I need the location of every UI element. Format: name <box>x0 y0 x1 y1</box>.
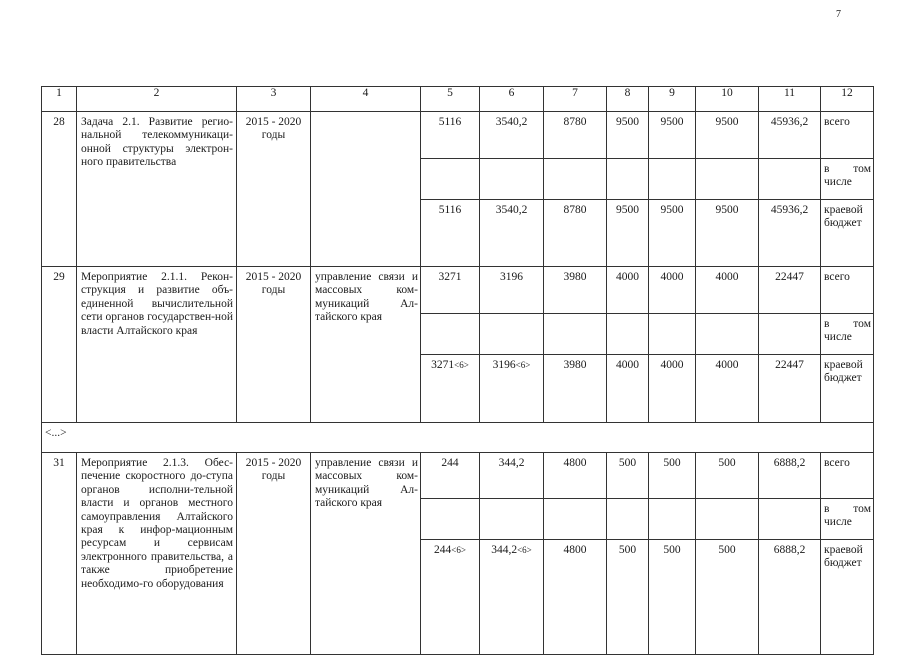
value-text: 3196 <box>500 271 523 283</box>
value-cell <box>544 499 607 540</box>
value-text: 22447 <box>775 271 804 283</box>
funding-source: всего <box>821 112 874 159</box>
value-text: 9500 <box>616 116 639 128</box>
executor-cell <box>311 112 421 267</box>
value-text: 500 <box>618 544 637 556</box>
value-text: 244 <box>434 544 452 556</box>
value-cell <box>607 200 649 267</box>
value-cell <box>759 355 821 423</box>
value-text: 4800 <box>563 457 587 469</box>
activity-name: Задача 2.1. Развитие регио-нальной телекоммуникаци-онной структуры электрон-ного правительства <box>77 112 237 267</box>
value-text: 3980 <box>563 359 587 371</box>
value-cell <box>421 499 480 540</box>
value-cell <box>544 200 607 267</box>
activity-name: Мероприятие 2.1.1. Рекон-струкция и развитие объ-единенной вычислительной сети органов государствен-ной власти Алтайского края <box>77 267 237 423</box>
value-text: 8780 <box>563 204 587 216</box>
value-text: 4000 <box>616 271 639 283</box>
funding-source: всего <box>821 267 874 314</box>
value-cell <box>480 540 544 655</box>
header-cell: 12 <box>821 87 874 112</box>
value-cell <box>607 267 649 314</box>
value-cell <box>696 267 759 314</box>
page-number: 7 <box>836 9 841 20</box>
value-text: 3980 <box>563 271 587 283</box>
value-cell <box>421 200 480 267</box>
value-cell <box>649 159 696 200</box>
value-cell <box>544 159 607 200</box>
value-cell <box>649 112 696 159</box>
header-cell: 11 <box>759 87 821 112</box>
value-text: 9500 <box>616 204 639 216</box>
value-text: 3196 <box>492 359 516 371</box>
table-row <box>42 453 874 499</box>
value-text: 244 <box>441 457 459 469</box>
value-text: 5116 <box>438 204 462 216</box>
value-cell <box>649 200 696 267</box>
value-text: 45936,2 <box>770 116 809 128</box>
program-table <box>41 86 874 655</box>
row-number: 28 <box>42 112 77 267</box>
value-cell <box>759 200 821 267</box>
funding-source: краевой бюджет <box>821 540 874 655</box>
header-cell: 8 <box>607 87 649 112</box>
value-cell <box>480 200 544 267</box>
value-cell <box>696 355 759 423</box>
value-cell <box>696 159 759 200</box>
executor-cell: управление связи и массовых ком-муникаций Ал-тайского края <box>311 453 421 655</box>
value-cell <box>696 200 759 267</box>
value-cell <box>696 499 759 540</box>
value-cell <box>480 267 544 314</box>
value-text: 8780 <box>563 116 587 128</box>
value-text: 4800 <box>563 544 587 556</box>
value-cell <box>696 453 759 499</box>
period-cell: 2015 - 2020 годы <box>237 112 311 267</box>
value-cell <box>607 453 649 499</box>
value-text: 9500 <box>715 116 739 128</box>
header-cell: 7 <box>544 87 607 112</box>
value-cell <box>607 112 649 159</box>
value-cell <box>759 314 821 355</box>
value-cell <box>649 267 696 314</box>
footnote-mark: <6> <box>451 545 466 555</box>
value-text: 9500 <box>660 116 684 128</box>
value-text: 3540,2 <box>495 116 528 128</box>
value-text: 4000 <box>660 359 684 371</box>
value-cell <box>421 267 480 314</box>
value-text: 9500 <box>660 204 684 216</box>
value-cell <box>607 499 649 540</box>
value-text: 6888,2 <box>773 544 806 556</box>
value-cell <box>480 499 544 540</box>
value-cell <box>421 355 480 423</box>
value-cell <box>649 453 696 499</box>
header-cell: 1 <box>42 87 77 112</box>
footnote-mark: <6> <box>517 545 532 555</box>
funding-source: в том числе <box>821 499 874 540</box>
executor-cell: управление связи и массовых ком-муникаций Ал-тайского края <box>311 267 421 423</box>
value-cell <box>544 267 607 314</box>
header-cell: 9 <box>649 87 696 112</box>
value-cell <box>759 267 821 314</box>
value-text: 344,2 <box>491 544 518 556</box>
header-cell: 5 <box>421 87 480 112</box>
value-cell <box>696 314 759 355</box>
row-number: 31 <box>42 453 77 655</box>
value-cell <box>696 112 759 159</box>
footnote-mark: <6> <box>454 360 469 370</box>
value-cell <box>759 112 821 159</box>
table-row <box>42 267 874 314</box>
value-cell <box>759 453 821 499</box>
value-cell <box>480 112 544 159</box>
value-cell <box>421 540 480 655</box>
value-text: 3540,2 <box>495 204 528 216</box>
header-cell: 6 <box>480 87 544 112</box>
value-cell <box>607 355 649 423</box>
value-text: 3271 <box>431 359 455 371</box>
value-cell <box>421 112 480 159</box>
value-cell <box>649 540 696 655</box>
period-cell: 2015 - 2020 годы <box>237 267 311 423</box>
value-text: 45936,2 <box>770 204 809 216</box>
value-cell <box>649 355 696 423</box>
header-cell: 2 <box>77 87 237 112</box>
header-row <box>42 87 874 112</box>
funding-source: краевой бюджет <box>821 200 874 267</box>
value-cell <box>649 314 696 355</box>
value-text: 344,2 <box>498 457 525 469</box>
value-text: 22447 <box>775 359 804 371</box>
value-cell <box>759 159 821 200</box>
footnote-mark: <6> <box>515 360 531 370</box>
value-text: 4000 <box>715 359 739 371</box>
value-cell <box>480 355 544 423</box>
funding-source: краевой бюджет <box>821 355 874 423</box>
header-cell: 10 <box>696 87 759 112</box>
value-cell <box>480 453 544 499</box>
funding-source: в том числе <box>821 159 874 200</box>
value-text: 500 <box>663 457 681 469</box>
value-text: 3271 <box>438 271 462 283</box>
value-text: 4000 <box>660 271 684 283</box>
activity-name: Мероприятие 2.1.3. Обес-печение скоростного до-ступа органов исполни-тельной власти и органов местного самоуправления Алтайского края к инфор-мационным ресурсам и сервисам электронного правительства, а также приобретение необходимо-го оборудования <box>77 453 237 655</box>
value-cell <box>696 540 759 655</box>
period-cell: 2015 - 2020 годы <box>237 453 311 655</box>
value-cell <box>649 499 696 540</box>
value-cell <box>544 314 607 355</box>
value-text: 9500 <box>715 204 739 216</box>
funding-source: в том числе <box>821 314 874 355</box>
value-cell <box>759 540 821 655</box>
value-cell <box>421 453 480 499</box>
value-text: 5116 <box>438 116 462 128</box>
value-cell <box>759 499 821 540</box>
value-text: 500 <box>718 544 736 556</box>
table-row <box>42 112 874 159</box>
value-text: 500 <box>663 544 681 556</box>
funding-source: всего <box>821 453 874 499</box>
value-cell <box>544 112 607 159</box>
header-cell: 4 <box>311 87 421 112</box>
value-text: 4000 <box>715 271 739 283</box>
ellipsis-row <box>42 423 874 453</box>
value-text: 6888,2 <box>773 457 806 469</box>
value-cell <box>544 453 607 499</box>
value-cell <box>607 314 649 355</box>
value-cell <box>480 159 544 200</box>
value-cell <box>607 159 649 200</box>
value-cell <box>544 355 607 423</box>
ellipsis-cell: <...> <box>42 423 874 453</box>
value-cell <box>607 540 649 655</box>
value-text: 500 <box>618 457 637 469</box>
value-text: 500 <box>718 457 736 469</box>
row-number: 29 <box>42 267 77 423</box>
value-cell <box>421 314 480 355</box>
value-text: 4000 <box>616 359 639 371</box>
header-cell: 3 <box>237 87 311 112</box>
value-cell <box>480 314 544 355</box>
value-cell <box>544 540 607 655</box>
value-cell <box>421 159 480 200</box>
